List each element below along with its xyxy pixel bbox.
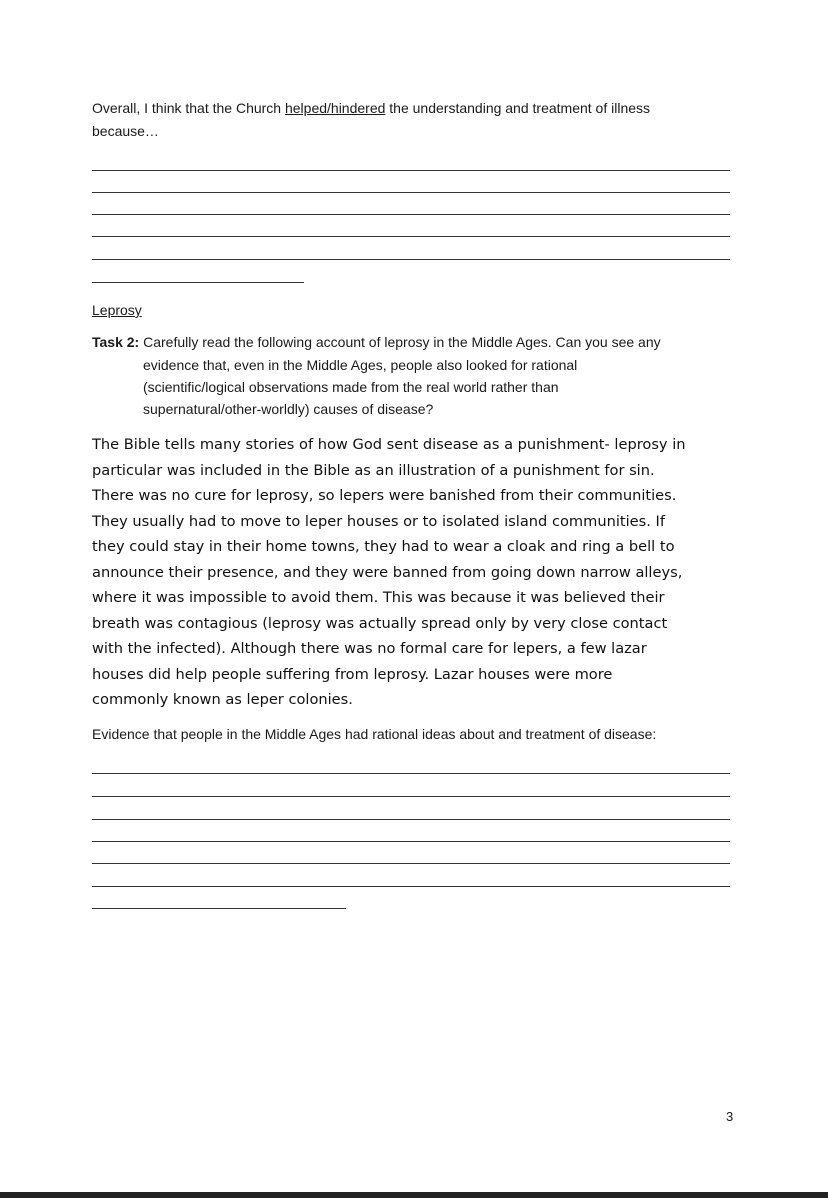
statement-prefix: Overall, I think that the Church <box>92 100 285 116</box>
passage-line: The Bible tells many stories of how God sent disease as a punishment- leprosy in <box>92 436 686 453</box>
passage-line: they could stay in their home towns, they had to wear a cloak and ring a bell to <box>92 538 675 555</box>
task-2-line-4: supernatural/other-worldly) causes of disease? <box>143 401 434 417</box>
answer-line-2[interactable] <box>92 192 730 193</box>
passage-line: commonly known as leper colonies. <box>92 691 353 708</box>
passage-line: They usually had to move to leper houses or to isolated island communities. If <box>92 512 665 530</box>
passage-line: breath was contagious (leprosy was actually spread only by very close contact <box>92 614 668 632</box>
passage-line: houses did help people suffering from leprosy. Lazar houses were more <box>92 665 613 683</box>
answer-line-4[interactable] <box>92 236 730 237</box>
evidence-line-2[interactable] <box>92 796 730 797</box>
evidence-line-5[interactable] <box>92 863 730 864</box>
leprosy-passage <box>92 432 752 713</box>
task-2-text-1: Carefully read the following account of leprosy in the Middle Ages. Can you see any <box>139 334 661 350</box>
page-number: 3 <box>726 1109 734 1124</box>
answer-line-3[interactable] <box>92 214 730 215</box>
statement-because: because… <box>92 123 159 139</box>
passage-line: particular was included in the Bible as an illustration of a punishment for sin. <box>92 461 655 479</box>
passage-line: with the infected). Although there was no formal care for lepers, a few lazar <box>92 640 647 657</box>
answer-line-6[interactable] <box>92 282 304 283</box>
passage-line: announce their presence, and they were banned from going down narrow alleys, <box>92 563 683 581</box>
helped-hindered-choice[interactable]: helped/hindered <box>284 100 386 116</box>
evidence-line-6[interactable] <box>92 886 730 887</box>
answer-line-5[interactable] <box>92 259 730 260</box>
evidence-prompt: Evidence that people in the Middle Ages had rational ideas about and treatment of disease: <box>92 726 657 742</box>
evidence-line-1[interactable] <box>92 773 730 774</box>
evidence-line-7[interactable] <box>92 908 346 909</box>
bottom-edge-bar <box>0 1192 828 1198</box>
task-2-line-2: evidence that, even in the Middle Ages, people also looked for rational <box>143 357 578 373</box>
task-2-line-3: (scientific/logical observations made from the real world rather than <box>143 379 559 395</box>
church-statement <box>92 97 650 119</box>
evidence-line-4[interactable] <box>92 841 730 842</box>
task-2-line-1 <box>92 331 661 353</box>
answer-line-1[interactable] <box>92 170 730 171</box>
passage-line: There was no cure for leprosy, so lepers were banished from their communities. <box>92 487 677 504</box>
passage-line: where it was impossible to avoid them. This was because it was believed their <box>92 589 665 606</box>
task-2-label: Task 2: <box>92 334 140 350</box>
evidence-line-3[interactable] <box>92 819 730 820</box>
statement-suffix: the understanding and treatment of illness <box>385 100 651 116</box>
leprosy-heading: Leprosy <box>92 302 142 318</box>
